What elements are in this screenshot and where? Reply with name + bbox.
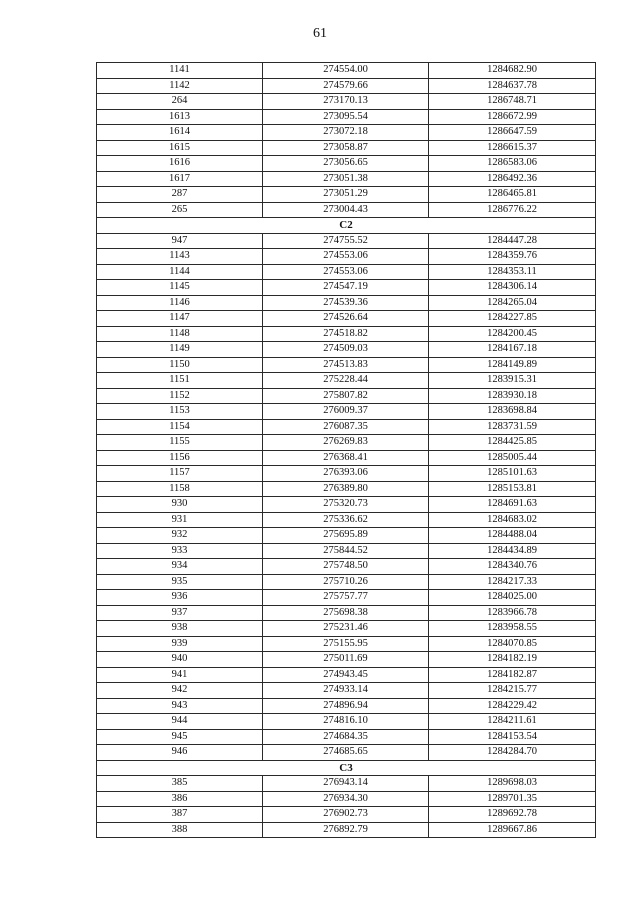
table-row	[97, 497, 596, 513]
y-coordinate-cell: 1283915.31	[429, 373, 596, 389]
x-coordinate-cell: 275320.73	[263, 497, 429, 513]
y-coordinate-cell: 1289692.78	[429, 807, 596, 823]
x-coordinate-cell: 275748.50	[263, 559, 429, 575]
table-row	[97, 745, 596, 761]
point-number-cell: 939	[97, 636, 263, 652]
point-number-cell: 387	[97, 807, 263, 823]
point-number-cell: 940	[97, 652, 263, 668]
x-coordinate-cell: 274933.14	[263, 683, 429, 699]
y-coordinate-cell: 1284215.77	[429, 683, 596, 699]
y-coordinate-cell: 1284488.04	[429, 528, 596, 544]
y-coordinate-cell: 1284265.04	[429, 295, 596, 311]
section-header-row	[97, 218, 596, 234]
x-coordinate-cell: 274526.64	[263, 311, 429, 327]
table-row	[97, 63, 596, 79]
table-row	[97, 481, 596, 497]
y-coordinate-cell: 1286672.99	[429, 109, 596, 125]
x-coordinate-cell: 274539.36	[263, 295, 429, 311]
point-number-cell: 1144	[97, 264, 263, 280]
table-row	[97, 698, 596, 714]
table-row	[97, 729, 596, 745]
y-coordinate-cell: 1283930.18	[429, 388, 596, 404]
x-coordinate-cell: 274896.94	[263, 698, 429, 714]
table-row	[97, 667, 596, 683]
point-number-cell: 1615	[97, 140, 263, 156]
point-number-cell: 934	[97, 559, 263, 575]
table-row	[97, 683, 596, 699]
x-coordinate-cell: 273056.65	[263, 156, 429, 172]
table-row	[97, 590, 596, 606]
point-number-cell: 1141	[97, 63, 263, 79]
table-row	[97, 156, 596, 172]
point-number-cell: 935	[97, 574, 263, 590]
point-number-cell: 937	[97, 605, 263, 621]
x-coordinate-cell: 274553.06	[263, 249, 429, 265]
y-coordinate-cell: 1285005.44	[429, 450, 596, 466]
table-row	[97, 342, 596, 358]
table-row	[97, 311, 596, 327]
x-coordinate-cell: 275807.82	[263, 388, 429, 404]
table-row	[97, 326, 596, 342]
section-header: С2	[97, 218, 596, 234]
y-coordinate-cell: 1284167.18	[429, 342, 596, 358]
x-coordinate-cell: 274816.10	[263, 714, 429, 730]
point-number-cell: 942	[97, 683, 263, 699]
y-coordinate-cell: 1286615.37	[429, 140, 596, 156]
y-coordinate-cell: 1286647.59	[429, 125, 596, 141]
y-coordinate-cell: 1284359.76	[429, 249, 596, 265]
point-number-cell: 1616	[97, 156, 263, 172]
point-number-cell: 287	[97, 187, 263, 203]
point-number-cell: 947	[97, 233, 263, 249]
x-coordinate-cell: 274513.83	[263, 357, 429, 373]
point-number-cell: 1147	[97, 311, 263, 327]
y-coordinate-cell: 1284211.61	[429, 714, 596, 730]
table-row	[97, 249, 596, 265]
x-coordinate-cell: 276892.79	[263, 822, 429, 838]
point-number-cell: 388	[97, 822, 263, 838]
point-number-cell: 1155	[97, 435, 263, 451]
y-coordinate-cell: 1284306.14	[429, 280, 596, 296]
x-coordinate-cell: 273058.87	[263, 140, 429, 156]
y-coordinate-cell: 1286776.22	[429, 202, 596, 218]
point-number-cell: 1151	[97, 373, 263, 389]
point-number-cell: 1154	[97, 419, 263, 435]
point-number-cell: 264	[97, 94, 263, 110]
x-coordinate-cell: 275228.44	[263, 373, 429, 389]
y-coordinate-cell: 1284227.85	[429, 311, 596, 327]
table-row	[97, 109, 596, 125]
y-coordinate-cell: 1286748.71	[429, 94, 596, 110]
table-row	[97, 435, 596, 451]
x-coordinate-cell: 276368.41	[263, 450, 429, 466]
table-row	[97, 419, 596, 435]
point-number-cell: 1150	[97, 357, 263, 373]
y-coordinate-cell: 1284182.87	[429, 667, 596, 683]
table-row	[97, 791, 596, 807]
y-coordinate-cell: 1284025.00	[429, 590, 596, 606]
y-coordinate-cell: 1284229.42	[429, 698, 596, 714]
point-number-cell: 1157	[97, 466, 263, 482]
x-coordinate-cell: 274547.19	[263, 280, 429, 296]
x-coordinate-cell: 275710.26	[263, 574, 429, 590]
x-coordinate-cell: 275011.69	[263, 652, 429, 668]
point-number-cell: 1614	[97, 125, 263, 141]
section-header: С3	[97, 760, 596, 776]
point-number-cell: 933	[97, 543, 263, 559]
table-row	[97, 357, 596, 373]
table-row	[97, 574, 596, 590]
x-coordinate-cell: 275844.52	[263, 543, 429, 559]
table-row	[97, 822, 596, 838]
page-number: 61	[313, 26, 327, 41]
table-row	[97, 543, 596, 559]
table-row	[97, 652, 596, 668]
x-coordinate-cell: 276393.06	[263, 466, 429, 482]
y-coordinate-cell: 1289698.03	[429, 776, 596, 792]
table-row	[97, 388, 596, 404]
x-coordinate-cell: 275155.95	[263, 636, 429, 652]
table-row	[97, 621, 596, 637]
point-number-cell: 941	[97, 667, 263, 683]
point-number-cell: 938	[97, 621, 263, 637]
y-coordinate-cell: 1283731.59	[429, 419, 596, 435]
x-coordinate-cell: 274579.66	[263, 78, 429, 94]
y-coordinate-cell: 1285101.63	[429, 466, 596, 482]
x-coordinate-cell: 276087.35	[263, 419, 429, 435]
x-coordinate-cell: 274554.00	[263, 63, 429, 79]
y-coordinate-cell: 1284070.85	[429, 636, 596, 652]
y-coordinate-cell: 1284434.89	[429, 543, 596, 559]
table-row	[97, 466, 596, 482]
section-header-row	[97, 760, 596, 776]
x-coordinate-cell: 273170.13	[263, 94, 429, 110]
table-row	[97, 636, 596, 652]
point-number-cell: 1148	[97, 326, 263, 342]
table-row	[97, 373, 596, 389]
coordinates-table	[96, 62, 596, 838]
y-coordinate-cell: 1284682.90	[429, 63, 596, 79]
point-number-cell: 1153	[97, 404, 263, 420]
table-row	[97, 187, 596, 203]
x-coordinate-cell: 276009.37	[263, 404, 429, 420]
point-number-cell: 1152	[97, 388, 263, 404]
table-row	[97, 714, 596, 730]
y-coordinate-cell: 1284284.70	[429, 745, 596, 761]
y-coordinate-cell: 1283958.55	[429, 621, 596, 637]
coordinates-table-body	[97, 63, 596, 838]
x-coordinate-cell: 273051.38	[263, 171, 429, 187]
x-coordinate-cell: 275695.89	[263, 528, 429, 544]
table-row	[97, 202, 596, 218]
y-coordinate-cell: 1284149.89	[429, 357, 596, 373]
point-number-cell: 265	[97, 202, 263, 218]
y-coordinate-cell: 1285153.81	[429, 481, 596, 497]
point-number-cell: 1142	[97, 78, 263, 94]
table-row	[97, 295, 596, 311]
point-number-cell: 936	[97, 590, 263, 606]
y-coordinate-cell: 1286465.81	[429, 187, 596, 203]
x-coordinate-cell: 275757.77	[263, 590, 429, 606]
y-coordinate-cell: 1289701.35	[429, 791, 596, 807]
x-coordinate-cell: 276269.83	[263, 435, 429, 451]
y-coordinate-cell: 1284637.78	[429, 78, 596, 94]
point-number-cell: 932	[97, 528, 263, 544]
y-coordinate-cell: 1283966.78	[429, 605, 596, 621]
table-row	[97, 404, 596, 420]
table-row	[97, 125, 596, 141]
y-coordinate-cell: 1284182.19	[429, 652, 596, 668]
x-coordinate-cell: 273072.18	[263, 125, 429, 141]
point-number-cell: 945	[97, 729, 263, 745]
table-row	[97, 512, 596, 528]
y-coordinate-cell: 1284217.33	[429, 574, 596, 590]
point-number-cell: 1146	[97, 295, 263, 311]
point-number-cell: 1156	[97, 450, 263, 466]
x-coordinate-cell: 276943.14	[263, 776, 429, 792]
x-coordinate-cell: 276389.80	[263, 481, 429, 497]
x-coordinate-cell: 274943.45	[263, 667, 429, 683]
y-coordinate-cell: 1286492.36	[429, 171, 596, 187]
table-row	[97, 280, 596, 296]
table-row	[97, 450, 596, 466]
table-row	[97, 528, 596, 544]
point-number-cell: 385	[97, 776, 263, 792]
x-coordinate-cell: 274509.03	[263, 342, 429, 358]
point-number-cell: 931	[97, 512, 263, 528]
table-row	[97, 807, 596, 823]
y-coordinate-cell: 1284425.85	[429, 435, 596, 451]
y-coordinate-cell: 1286583.06	[429, 156, 596, 172]
point-number-cell: 943	[97, 698, 263, 714]
x-coordinate-cell: 274755.52	[263, 233, 429, 249]
point-number-cell: 386	[97, 791, 263, 807]
point-number-cell: 1617	[97, 171, 263, 187]
y-coordinate-cell: 1283698.84	[429, 404, 596, 420]
table-row	[97, 776, 596, 792]
x-coordinate-cell: 274684.35	[263, 729, 429, 745]
table-row	[97, 171, 596, 187]
y-coordinate-cell: 1284447.28	[429, 233, 596, 249]
x-coordinate-cell: 273051.29	[263, 187, 429, 203]
y-coordinate-cell: 1284340.76	[429, 559, 596, 575]
point-number-cell: 1143	[97, 249, 263, 265]
point-number-cell: 1145	[97, 280, 263, 296]
x-coordinate-cell: 274553.06	[263, 264, 429, 280]
table-row	[97, 233, 596, 249]
x-coordinate-cell: 273095.54	[263, 109, 429, 125]
table-row	[97, 78, 596, 94]
y-coordinate-cell: 1284691.63	[429, 497, 596, 513]
x-coordinate-cell: 275698.38	[263, 605, 429, 621]
table-row	[97, 140, 596, 156]
table-row	[97, 559, 596, 575]
table-row	[97, 605, 596, 621]
y-coordinate-cell: 1284200.45	[429, 326, 596, 342]
point-number-cell: 1613	[97, 109, 263, 125]
x-coordinate-cell: 275336.62	[263, 512, 429, 528]
y-coordinate-cell: 1284353.11	[429, 264, 596, 280]
x-coordinate-cell: 276934.30	[263, 791, 429, 807]
x-coordinate-cell: 274685.65	[263, 745, 429, 761]
x-coordinate-cell: 276902.73	[263, 807, 429, 823]
point-number-cell: 930	[97, 497, 263, 513]
point-number-cell: 946	[97, 745, 263, 761]
point-number-cell: 1158	[97, 481, 263, 497]
table-row	[97, 264, 596, 280]
point-number-cell: 944	[97, 714, 263, 730]
x-coordinate-cell: 274518.82	[263, 326, 429, 342]
point-number-cell: 1149	[97, 342, 263, 358]
x-coordinate-cell: 273004.43	[263, 202, 429, 218]
table-row	[97, 94, 596, 110]
y-coordinate-cell: 1284683.02	[429, 512, 596, 528]
y-coordinate-cell: 1289667.86	[429, 822, 596, 838]
x-coordinate-cell: 275231.46	[263, 621, 429, 637]
y-coordinate-cell: 1284153.54	[429, 729, 596, 745]
